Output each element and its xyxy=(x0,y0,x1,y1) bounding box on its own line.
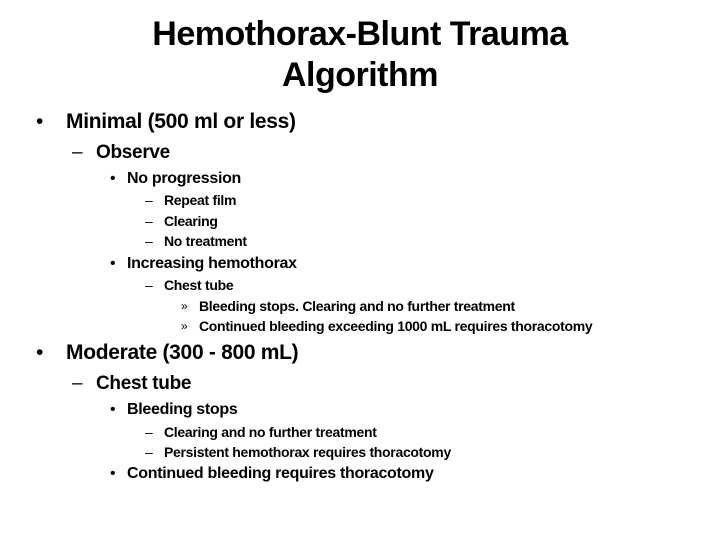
bullet-marker: • xyxy=(110,465,116,482)
dash-marker: – xyxy=(145,277,153,293)
bullet-marker: • xyxy=(36,341,44,364)
bullet-marker: • xyxy=(110,170,116,187)
dash-marker: – xyxy=(72,142,83,163)
bullet-text: Observe xyxy=(96,142,170,163)
bullet-text: Chest tube xyxy=(96,373,192,394)
bullet-marker: • xyxy=(110,255,116,272)
title-line-2: Algorithm xyxy=(281,56,439,94)
dash-marker: – xyxy=(145,192,153,208)
bullet-marker: • xyxy=(36,110,44,133)
bullet-text: Persistent hemothorax requires thoracotomy xyxy=(164,444,451,460)
chevron-marker: » xyxy=(181,299,188,313)
bullet-text: Minimal (500 ml or less) xyxy=(66,110,296,133)
bullet-text: No progression xyxy=(127,170,242,187)
bullet-text: Increasing hemothorax xyxy=(127,255,297,272)
dash-marker: – xyxy=(145,213,153,229)
dash-marker: – xyxy=(145,424,153,440)
bullet-text: Repeat film xyxy=(164,192,237,208)
title-line-1: Hemothorax-Blunt Trauma xyxy=(152,15,568,53)
dash-marker: – xyxy=(145,444,153,460)
dash-marker: – xyxy=(72,373,83,394)
bullet-text: No treatment xyxy=(164,233,247,249)
bullet-text: Moderate (300 - 800 mL) xyxy=(66,341,299,364)
bullet-text: Continued bleeding exceeding 1000 mL requires thoracotomy xyxy=(199,318,593,334)
bullet-text: Bleeding stops. Clearing and no further treatment xyxy=(199,298,515,314)
bullet-text: Chest tube xyxy=(164,277,234,293)
bullet-text: Clearing and no further treatment xyxy=(164,424,377,440)
dash-marker: – xyxy=(145,233,153,249)
bullet-text: Clearing xyxy=(164,213,218,229)
slide-title xyxy=(0,14,720,96)
bullet-text: Continued bleeding requires thoracotomy xyxy=(127,465,434,482)
bullet-marker: • xyxy=(110,401,116,418)
bullet-text: Bleeding stops xyxy=(127,401,238,418)
chevron-marker: » xyxy=(181,319,188,333)
